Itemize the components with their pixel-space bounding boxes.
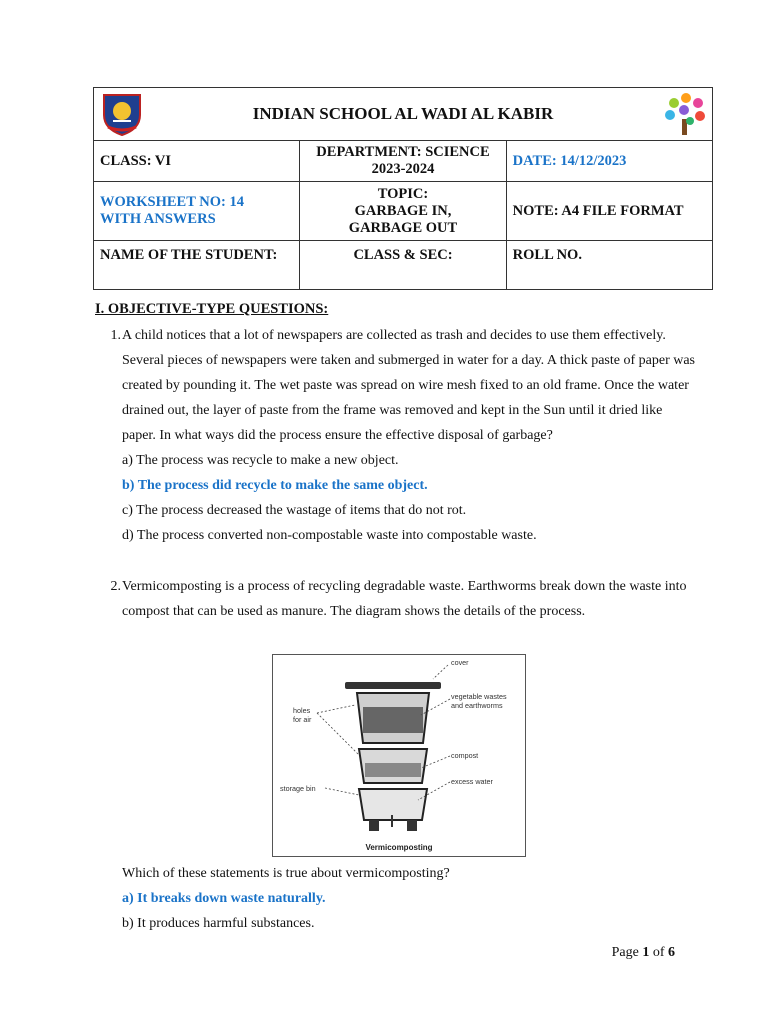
label-and-earthworms: and earthworms — [451, 701, 503, 710]
department-label: DEPARTMENT: SCIENCE — [316, 144, 490, 160]
follow-up-question: Which of these statements is true about vermicomposting? — [122, 866, 450, 881]
class-sec-cell: CLASS & SEC: — [300, 241, 506, 290]
department-cell — [300, 141, 506, 182]
bin-leg-right — [407, 820, 417, 831]
topic-cell — [300, 182, 506, 241]
question-2-followup — [95, 861, 695, 936]
student-name-cell: NAME OF THE STUDENT: — [94, 241, 300, 290]
of-word: of — [652, 945, 665, 960]
label-storage-bin: storage bin — [280, 784, 316, 793]
label-compost: compost — [451, 751, 479, 760]
question-1 — [95, 323, 695, 548]
page-number: 1 — [642, 945, 650, 960]
page-footer — [612, 945, 675, 961]
academic-year: 2023-2024 — [371, 161, 435, 177]
option-d: d) The process converted non-compostable waste into compostable waste. — [122, 528, 537, 543]
label-for-air: for air — [293, 715, 312, 724]
label-cover: cover — [451, 658, 469, 667]
diagram-title: Vermicomposting — [365, 843, 433, 852]
worksheet-cell — [94, 182, 300, 241]
option-c: c) The process decreased the wastage of items that do not rot. — [122, 503, 467, 518]
question-text: A child notices that a lot of newspapers are collected as trash and decides to use them effectively. Several pieces of newspapers were taken and submerged in water for a day. A thick paste of paper was created by pounding it. The wet paste was spread on wire mesh fixed to an old frame. Once the water drained out, the layer of paste from the frame was removed and kept in the Sun until it dried like paper. In what ways did the process ensure the effective disposal of garbage? — [122, 328, 696, 443]
vermicomposting-diagram — [272, 654, 526, 857]
class-cell: CLASS: VI — [94, 141, 300, 182]
waste-layer — [363, 707, 423, 733]
school-logo — [98, 91, 146, 137]
option-b-correct: b) The process did recycle to make the same object. — [122, 478, 428, 493]
school-name: INDIAN SCHOOL AL WADI AL KABIR — [252, 104, 554, 123]
label-excess-water: excess water — [451, 777, 493, 786]
title-cell — [94, 88, 713, 141]
with-answers-label: WITH ANSWERS — [100, 211, 216, 227]
note-cell: NOTE: A4 FILE FORMAT — [506, 182, 712, 241]
question-2 — [95, 574, 695, 624]
option-a-correct: a) It breaks down waste naturally. — [122, 891, 326, 906]
question-text: Vermicomposting is a process of recycling degradable waste. Earthworms break down the waste into compost that can be used as manure. The diagram shows the details of the process. — [122, 579, 687, 619]
option-b: b) It produces harmful substances. — [122, 916, 315, 931]
question-number: 2. — [110, 579, 121, 594]
label-vegetable-wastes: vegetable wastes — [451, 692, 507, 701]
option-a: a) The process was recycle to make a new object. — [122, 453, 399, 468]
header-table — [93, 87, 713, 290]
date-cell: DATE: 14/12/2023 — [506, 141, 712, 182]
roll-no-cell: ROLL NO. — [506, 241, 712, 290]
question-number: 1. — [110, 328, 121, 343]
tree-logo — [660, 91, 710, 137]
label-holes: holes — [293, 706, 311, 715]
total-pages: 6 — [668, 945, 675, 960]
worksheet-number: WORKSHEET NO: 14 — [100, 194, 244, 210]
cover-lid — [345, 682, 441, 689]
page-word: Page — [611, 945, 639, 960]
vermicomposting-illustration — [273, 655, 525, 856]
topic-label: TOPIC: — [377, 185, 429, 202]
topic-line-1: GARBAGE IN, — [354, 202, 452, 219]
topic-line-2: GARBAGE OUT — [348, 219, 458, 236]
section-heading: I. OBJECTIVE-TYPE QUESTIONS: — [95, 301, 329, 317]
compost-layer — [365, 763, 421, 777]
bin-leg-left — [369, 820, 379, 831]
